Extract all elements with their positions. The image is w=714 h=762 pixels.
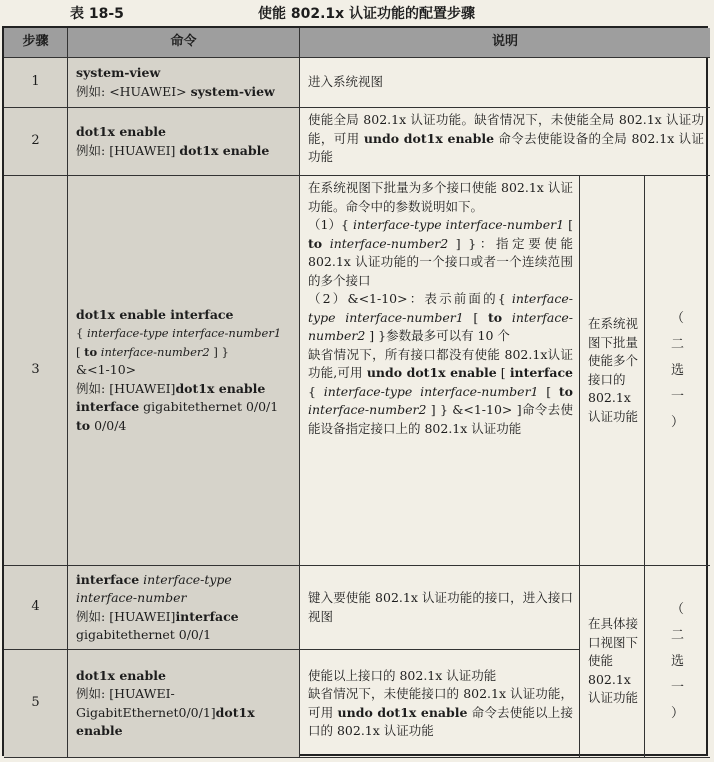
example-label: 例如:: [76, 608, 110, 624]
command-cell: [68, 176, 300, 566]
header-command: 命令: [68, 28, 300, 58]
example-command: dot1x enable: [175, 380, 266, 396]
keyword-to: to: [84, 344, 98, 359]
table-number: 表 18-5: [70, 6, 124, 22]
param-text: interface-number2: [322, 235, 449, 251]
keyword-to: to: [76, 417, 91, 433]
command-text: dot1x enable: [76, 667, 166, 683]
command-cell: [68, 650, 300, 758]
header-step: 步骤: [4, 28, 68, 58]
note-text: 在具体接口视图下使能 802.1x 认证功能: [588, 616, 639, 706]
paren-close: ）: [670, 414, 684, 430]
config-steps-table: [2, 26, 708, 756]
example-args: gigabitethernet 0/0/1: [76, 627, 212, 642]
description-text: 进入系统视图: [308, 74, 384, 90]
command-text: interface: [76, 571, 140, 587]
description-text: 缺省情况下，未使能接口的 802.1x 认证功能，可用: [308, 686, 573, 720]
command-text: dot1x enable: [76, 124, 166, 139]
choose-one-marker: [645, 176, 710, 566]
choose-char: 二: [670, 627, 684, 643]
syntax-bracket: [: [538, 383, 559, 399]
param-text: interface-number2: [97, 344, 210, 359]
description-text: ] }参数最多可以有 10 个: [365, 328, 510, 343]
description-text: 命令去使能以上接口的 802.1x 认证功能: [308, 704, 573, 738]
step-number: 3: [4, 176, 68, 566]
description-text: ] } &<1-10> ]命令去使能设备指定接口上的 802.1x 认证功能: [308, 402, 573, 436]
description-cell: [300, 108, 710, 176]
description-text: ：指定要使能 802.1x 认证功能的一个接口或者一个连续范围的多个接口: [308, 235, 573, 288]
example-label: 例如:: [76, 142, 110, 158]
step-number: 1: [4, 58, 68, 108]
example-label: 例如:: [76, 686, 110, 701]
note-cell: [580, 566, 645, 758]
param-1-description: [308, 216, 573, 290]
syntax-brace: {: [76, 326, 87, 341]
syntax-bracket: ] }: [448, 235, 477, 251]
syntax-bracket: ] }: [209, 344, 229, 359]
syntax-bracket: [: [76, 344, 85, 359]
example-args: 0/0/4: [90, 417, 127, 433]
keyword-to: to: [488, 309, 503, 325]
param-text: interface-type interface-number1: [86, 326, 282, 341]
keyword-interface: interface: [509, 365, 574, 380]
choose-char: 一: [670, 388, 684, 404]
syntax-brace: {: [308, 383, 324, 399]
example-command: dot1x enable: [179, 142, 270, 158]
example-prompt: [HUAWEI]: [109, 142, 180, 158]
param-text: interface-number2: [308, 402, 427, 417]
default-description: [308, 346, 573, 439]
example-prompt: [HUAWEI-: [109, 686, 175, 701]
example-command: interface: [76, 399, 140, 415]
example-label: 例如:: [76, 83, 110, 99]
description-text: 缺省情况下，所有接口都没有使能 802.1x认证功能,可用: [308, 346, 573, 380]
undo-command: undo dot1x enable: [366, 365, 497, 380]
param-2-description: [308, 290, 573, 346]
description-cell: [300, 176, 580, 566]
example-prompt: <HUAWEI>: [109, 83, 191, 99]
note-cell: [580, 176, 645, 566]
repeat-spec: &<1-10>: [76, 362, 137, 378]
syntax-bracket: [: [463, 309, 488, 325]
undo-command: undo dot1x enable: [363, 130, 495, 146]
paren-open: （: [670, 310, 684, 326]
param-text: interface-type interface-number1: [353, 217, 565, 232]
choose-char: 选: [670, 362, 684, 378]
paren-open: （: [670, 601, 684, 617]
paren-close: ）: [670, 705, 684, 721]
choose-char: 二: [670, 336, 684, 352]
step-number: 2: [4, 108, 68, 176]
description-text: 命令去使能设备的全局 802.1x 认证功能: [308, 130, 704, 164]
example-command: interface: [175, 608, 239, 624]
table-caption: [0, 0, 714, 24]
step-number: 5: [4, 650, 68, 758]
description-cell: [300, 566, 580, 650]
note-text: 在系统视图下批量使能多个接口的 802.1x 认证功能: [588, 316, 639, 424]
choose-one-marker: [645, 566, 710, 758]
undo-command: undo dot1x enable: [337, 704, 468, 720]
command-cell: [68, 108, 300, 176]
description-text: （2）&<1-10>：表示前面的{: [308, 291, 512, 306]
command-text: system-view: [76, 65, 161, 80]
param-text: interface-number: [76, 590, 187, 605]
example-args: gigabitethernet 0/0/1: [139, 399, 279, 415]
param-text: interface-type: [139, 571, 232, 587]
choose-char: 选: [670, 653, 684, 669]
syntax-bracket: [: [564, 217, 573, 232]
description-cell: [300, 650, 580, 758]
header-description: 说明: [300, 28, 710, 58]
table-title: 使能 802.1x 认证功能的配置步骤: [258, 6, 476, 22]
example-command: dot1x enable: [76, 704, 255, 738]
param-text: interface-number2: [308, 309, 574, 343]
param-text: interface-type interface-number1: [323, 383, 539, 399]
command-cell: [68, 566, 300, 650]
command-text: dot1x enable interface: [76, 306, 234, 322]
example-command: system-view: [190, 83, 275, 99]
step-number: 4: [4, 566, 68, 650]
description-text: 键入要使能 802.1x 认证功能的接口，进入接口视图: [308, 590, 573, 624]
example-label: 例如:: [76, 380, 110, 396]
keyword-to: to: [558, 383, 574, 399]
command-cell: [68, 58, 300, 108]
keyword-to: to: [308, 235, 323, 251]
description-intro: 在系统视图下批量为多个接口使能 802.1x 认证功能。命令中的参数说明如下。: [308, 180, 573, 214]
description-text: （1）{: [308, 217, 354, 232]
example-prompt: GigabitEthernet0/0/1]: [76, 704, 216, 720]
example-prompt: [HUAWEI]: [109, 608, 176, 624]
example-prompt: [HUAWEI]: [109, 380, 176, 396]
syntax-bracket: [: [496, 365, 510, 380]
choose-char: 一: [670, 679, 684, 695]
param-text: interface-type interface-number1: [308, 291, 573, 325]
description-cell: [300, 58, 710, 108]
description-text: 使能以上接口的 802.1x 认证功能: [308, 667, 497, 683]
description-text: 使能全局 802.1x 认证功能。缺省情况下，未使能全局 802.1x 认证功能，可用: [308, 112, 704, 146]
